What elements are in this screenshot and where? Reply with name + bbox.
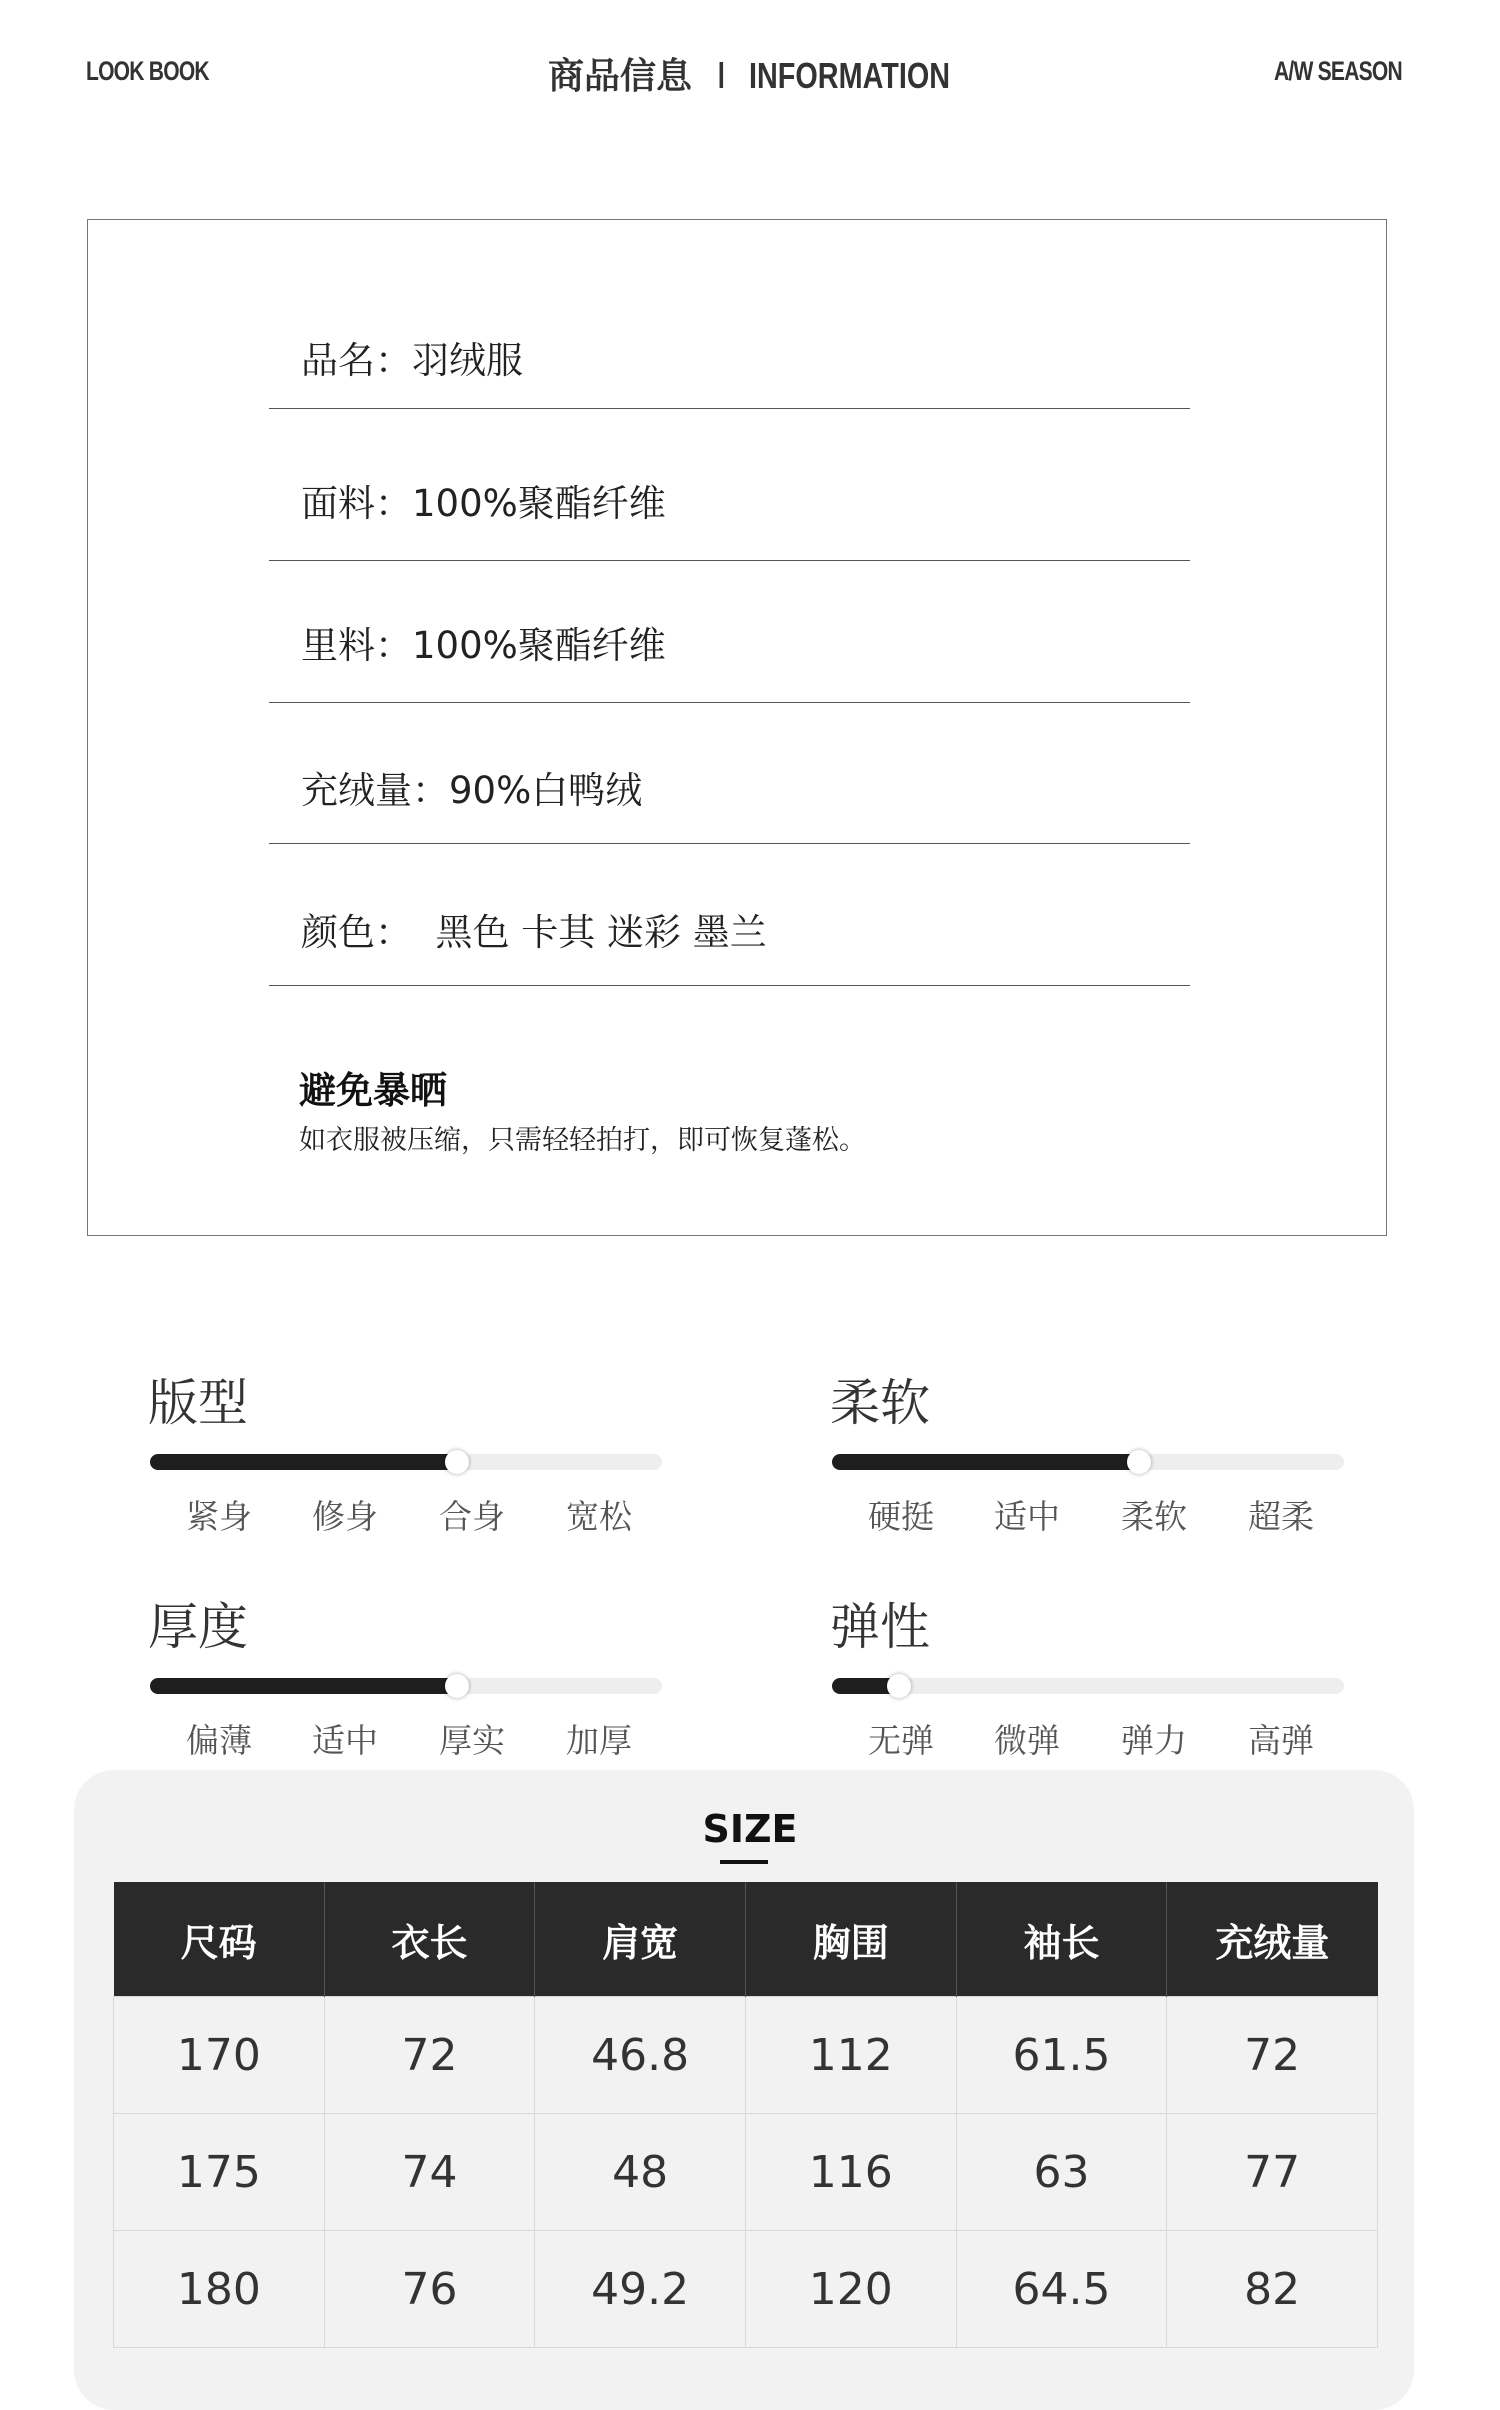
table-cell: 64.5 (956, 2231, 1167, 2348)
column-header: 尺码 (114, 1882, 325, 1997)
attr-track (150, 1454, 662, 1470)
lookbook-label: LOOK BOOK (86, 56, 209, 86)
size-table-header (114, 1882, 1378, 1997)
attr-level: 适中 (312, 1721, 378, 1760)
info-name: 品名：羽绒服 (301, 339, 523, 382)
attr-title: 版型 (148, 1374, 248, 1432)
attr-level: 合身 (439, 1497, 505, 1536)
attr-level: 厚实 (439, 1721, 505, 1760)
care-text: 如衣服被压缩，只需轻轻拍打，即可恢复蓬松。 (299, 1125, 866, 1156)
attr-level: 无弹 (868, 1721, 934, 1760)
table-cell: 48 (535, 2114, 746, 2231)
table-cell: 72 (324, 1997, 535, 2114)
table-cell: 77 (1167, 2114, 1378, 2231)
title-separator: I (716, 56, 727, 97)
table-cell: 61.5 (956, 1997, 1167, 2114)
info-lining: 里料：100%聚酯纤维 (301, 624, 666, 667)
table-row (114, 1997, 1378, 2114)
divider (269, 408, 1190, 409)
table-cell: 63 (956, 2114, 1167, 2231)
attr-track (832, 1454, 1344, 1470)
care-title: 避免暴晒 (299, 1069, 447, 1112)
attr-fill (150, 1678, 457, 1694)
attr-track (832, 1678, 1344, 1694)
table-cell: 74 (324, 2114, 535, 2231)
attr-level: 紧身 (186, 1497, 252, 1536)
attr-fill (832, 1454, 1139, 1470)
attr-level: 高弹 (1248, 1721, 1314, 1760)
attr-level: 加厚 (566, 1721, 632, 1760)
table-cell: 180 (114, 2231, 325, 2348)
attr-level: 微弹 (994, 1721, 1060, 1760)
attr-fill (150, 1454, 457, 1470)
table-cell: 49.2 (535, 2231, 746, 2348)
table-cell: 116 (745, 2114, 956, 2231)
column-header: 肩宽 (535, 1882, 746, 1997)
size-table (113, 1882, 1378, 2348)
size-title-underline (720, 1860, 768, 1864)
table-cell: 175 (114, 2114, 325, 2231)
divider (269, 843, 1190, 844)
column-header: 充绒量 (1167, 1882, 1378, 1997)
column-header: 衣长 (324, 1882, 535, 1997)
attr-level: 宽松 (566, 1497, 632, 1536)
attr-knob (445, 1674, 469, 1698)
table-cell: 46.8 (535, 1997, 746, 2114)
season-label: A/W SEASON (1274, 56, 1402, 86)
info-fabric: 面料：100%聚酯纤维 (301, 482, 666, 525)
attr-level: 适中 (994, 1497, 1060, 1536)
attr-track (150, 1678, 662, 1694)
attr-knob (887, 1674, 911, 1698)
attr-knob (1127, 1450, 1151, 1474)
attr-level: 修身 (312, 1497, 378, 1536)
divider (269, 985, 1190, 986)
attr-knob (445, 1450, 469, 1474)
attr-level: 偏薄 (186, 1721, 252, 1760)
table-cell: 120 (745, 2231, 956, 2348)
divider (269, 560, 1190, 561)
info-fill: 充绒量：90%白鸭绒 (301, 769, 643, 812)
table-cell: 76 (324, 2231, 535, 2348)
column-header: 胸围 (745, 1882, 956, 1997)
attr-title: 弹性 (830, 1598, 930, 1656)
attr-level: 柔软 (1121, 1497, 1187, 1536)
size-title: SIZE (702, 1807, 798, 1851)
table-row (114, 2231, 1378, 2348)
table-cell: 72 (1167, 1997, 1378, 2114)
section-title (548, 48, 1000, 99)
column-header: 袖长 (956, 1882, 1167, 1997)
section-title-cn: 商品信息 (548, 56, 693, 97)
table-row (114, 2114, 1378, 2231)
attr-level: 弹力 (1121, 1721, 1187, 1760)
table-cell: 112 (745, 1997, 956, 2114)
attr-level: 硬挺 (868, 1497, 934, 1536)
attr-title: 厚度 (148, 1598, 248, 1656)
info-colors: 颜色： 黑色 卡其 迷彩 墨兰 (301, 911, 767, 954)
page-header (0, 48, 1500, 98)
table-cell: 170 (114, 1997, 325, 2114)
attr-level: 超柔 (1248, 1497, 1314, 1536)
product-info-box (87, 219, 1387, 1236)
attr-title: 柔软 (830, 1374, 930, 1432)
divider (269, 702, 1190, 703)
section-title-en: INFORMATION (748, 55, 950, 96)
table-cell: 82 (1167, 2231, 1378, 2348)
